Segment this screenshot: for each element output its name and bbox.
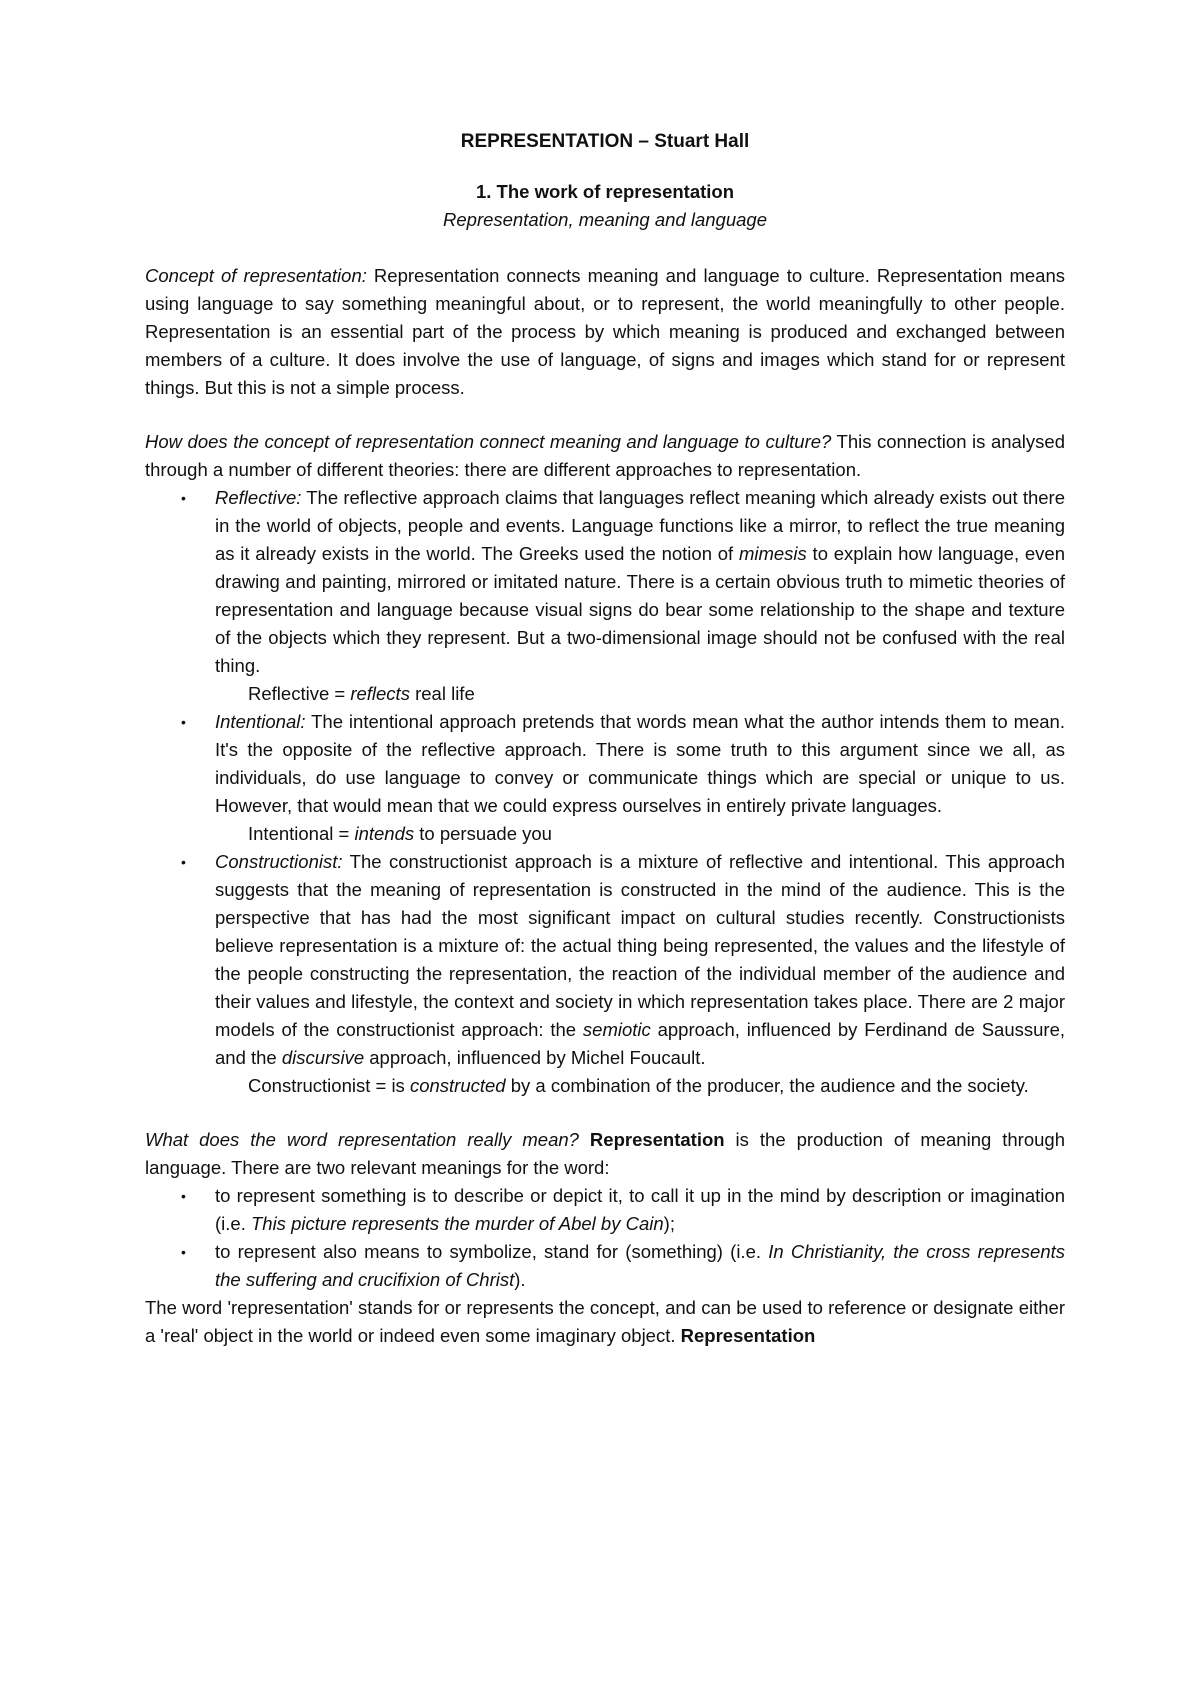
summary-text: to persuade you: [414, 823, 552, 844]
paragraph-bold: Representation: [578, 1129, 725, 1150]
document-page: [145, 128, 1065, 1350]
bullet-icon: •: [181, 490, 186, 506]
summary-emphasis: reflects: [350, 683, 410, 704]
summary-text: real life: [409, 683, 475, 704]
paragraph-question: [145, 428, 1065, 484]
summary-text: by a combination of the producer, the audience and the society.: [505, 1075, 1029, 1096]
bullet-icon: •: [181, 714, 186, 730]
section-subtitle: Representation, meaning and language: [443, 209, 767, 230]
list-item-reflective: [145, 484, 1065, 680]
approaches-list: [145, 484, 1065, 680]
document-title: REPRESENTATION – Stuart Hall: [460, 131, 750, 152]
summary-text: Intentional =: [248, 823, 355, 844]
bullet-icon: •: [181, 1244, 186, 1260]
section-title: 1. The work of representation: [475, 181, 735, 202]
item-text: approach, influenced by Ferdinand de Saussure, and the: [215, 1019, 1066, 1068]
summary-text: Constructionist = is: [248, 1075, 410, 1096]
item-text: to explain how language, even drawing and painting, mirrored or imitated nature. There is a certain obvious truth to mimetic theories of representation and language because visual signs do bear some relationship to the shape and texture of the objects which they represent. But a two-dimensional image should not be confused with the real thing.: [215, 543, 1065, 676]
paragraph-body: is the production of meaning through language. There are two relevant meanings for the word:: [145, 1129, 1065, 1178]
paragraph-body: This connection is analysed through a number of different theories: there are different approaches to representation.: [145, 431, 1065, 480]
item-text: to represent also means to symbolize, stand for (something) (i.e.: [215, 1241, 769, 1262]
item-label: Constructionist:: [215, 851, 343, 872]
summary-constructionist: [145, 1072, 1065, 1100]
approaches-list-2: [145, 708, 1065, 820]
paragraph-lead: Concept of representation:: [145, 265, 367, 286]
summary-text: Reflective =: [248, 683, 351, 704]
paragraph-meaning: [145, 1126, 1065, 1182]
bullet-icon: •: [181, 854, 186, 870]
item-text: approach, influenced by Michel Foucault.: [364, 1047, 706, 1068]
item-label: Reflective:: [215, 487, 302, 508]
approaches-list-3: [145, 848, 1065, 1072]
paragraph-body: Representation connects meaning and language to culture. Representation means using language to say something meaningful about, or to represent, the world meaningfully to other people. Representation is an essential part of the process by which meaning is produced and exchanged between members of a culture. It does involve the use of language, of signs and images which stand for or represent things. But this is not a simple process.: [145, 265, 1065, 398]
list-item-meaning-1: [145, 1182, 1065, 1238]
list-item-intentional: [145, 708, 1065, 820]
item-text: to represent something is to describe or depict it, to call it up in the mind by description or imagination (i.e.: [215, 1185, 1065, 1234]
item-emphasis: This picture represents the murder of Abel by Cain: [250, 1213, 664, 1234]
summary-intentional: [145, 820, 1065, 848]
item-text: The constructionist approach is a mixture of reflective and intentional. This approach suggests that the meaning of representation is constructed in the mind of the audience. This is the perspective that has had the most significant impact on cultural studies recently. Constructionists believe representation is a mixture of: the actual thing being represented, the values and the lifestyle of the people constructing the representation, the reaction of the individual member of the audience and their values and lifestyle, the context and society in which representation takes place. There are 2 major models of the constructionist approach: the: [215, 851, 1065, 1040]
item-emphasis: mimesis: [738, 543, 807, 564]
summary-reflective: [145, 680, 1065, 708]
list-item-constructionist: [145, 848, 1065, 1072]
item-emphasis: In Christianity, the cross represents the suffering and crucifixion of Christ: [215, 1241, 1066, 1290]
item-text: ).: [514, 1269, 526, 1290]
summary-emphasis: constructed: [409, 1075, 506, 1096]
meanings-list: [145, 1182, 1065, 1294]
paragraph-bold: Representation: [680, 1325, 816, 1346]
item-emphasis: discursive: [281, 1047, 365, 1068]
item-emphasis: semiotic: [582, 1019, 651, 1040]
paragraph-lead: How does the concept of representation connect meaning and language to culture?: [145, 431, 832, 452]
paragraph-body: The word 'representation' stands for or represents the concept, and can be used to reference or designate either a 'real' object in the world or indeed even some imaginary object.: [145, 1297, 1065, 1346]
item-text: The reflective approach claims that languages reflect meaning which already exists out there in the world of objects, people and events. Language functions like a mirror, to reflect the true meaning as it already exists in the world. The Greeks used the notion of: [215, 487, 1065, 564]
item-text: The intentional approach pretends that words mean what the author intends them to mean. It's the opposite of the reflective approach. There is some truth to this argument since we all, as individuals, do use language to convey or communicate things which are special or unique to us. However, that would mean that we could express ourselves in entirely private languages.: [215, 711, 1065, 816]
item-text: );: [663, 1213, 675, 1234]
bullet-icon: •: [181, 1188, 186, 1204]
paragraph-word: [145, 1294, 1065, 1350]
summary-emphasis: intends: [354, 823, 415, 844]
paragraph-lead: What does the word representation really mean?: [145, 1129, 579, 1150]
paragraph-concept: [145, 262, 1065, 402]
list-item-meaning-2: [145, 1238, 1065, 1294]
item-label: Intentional:: [215, 711, 306, 732]
